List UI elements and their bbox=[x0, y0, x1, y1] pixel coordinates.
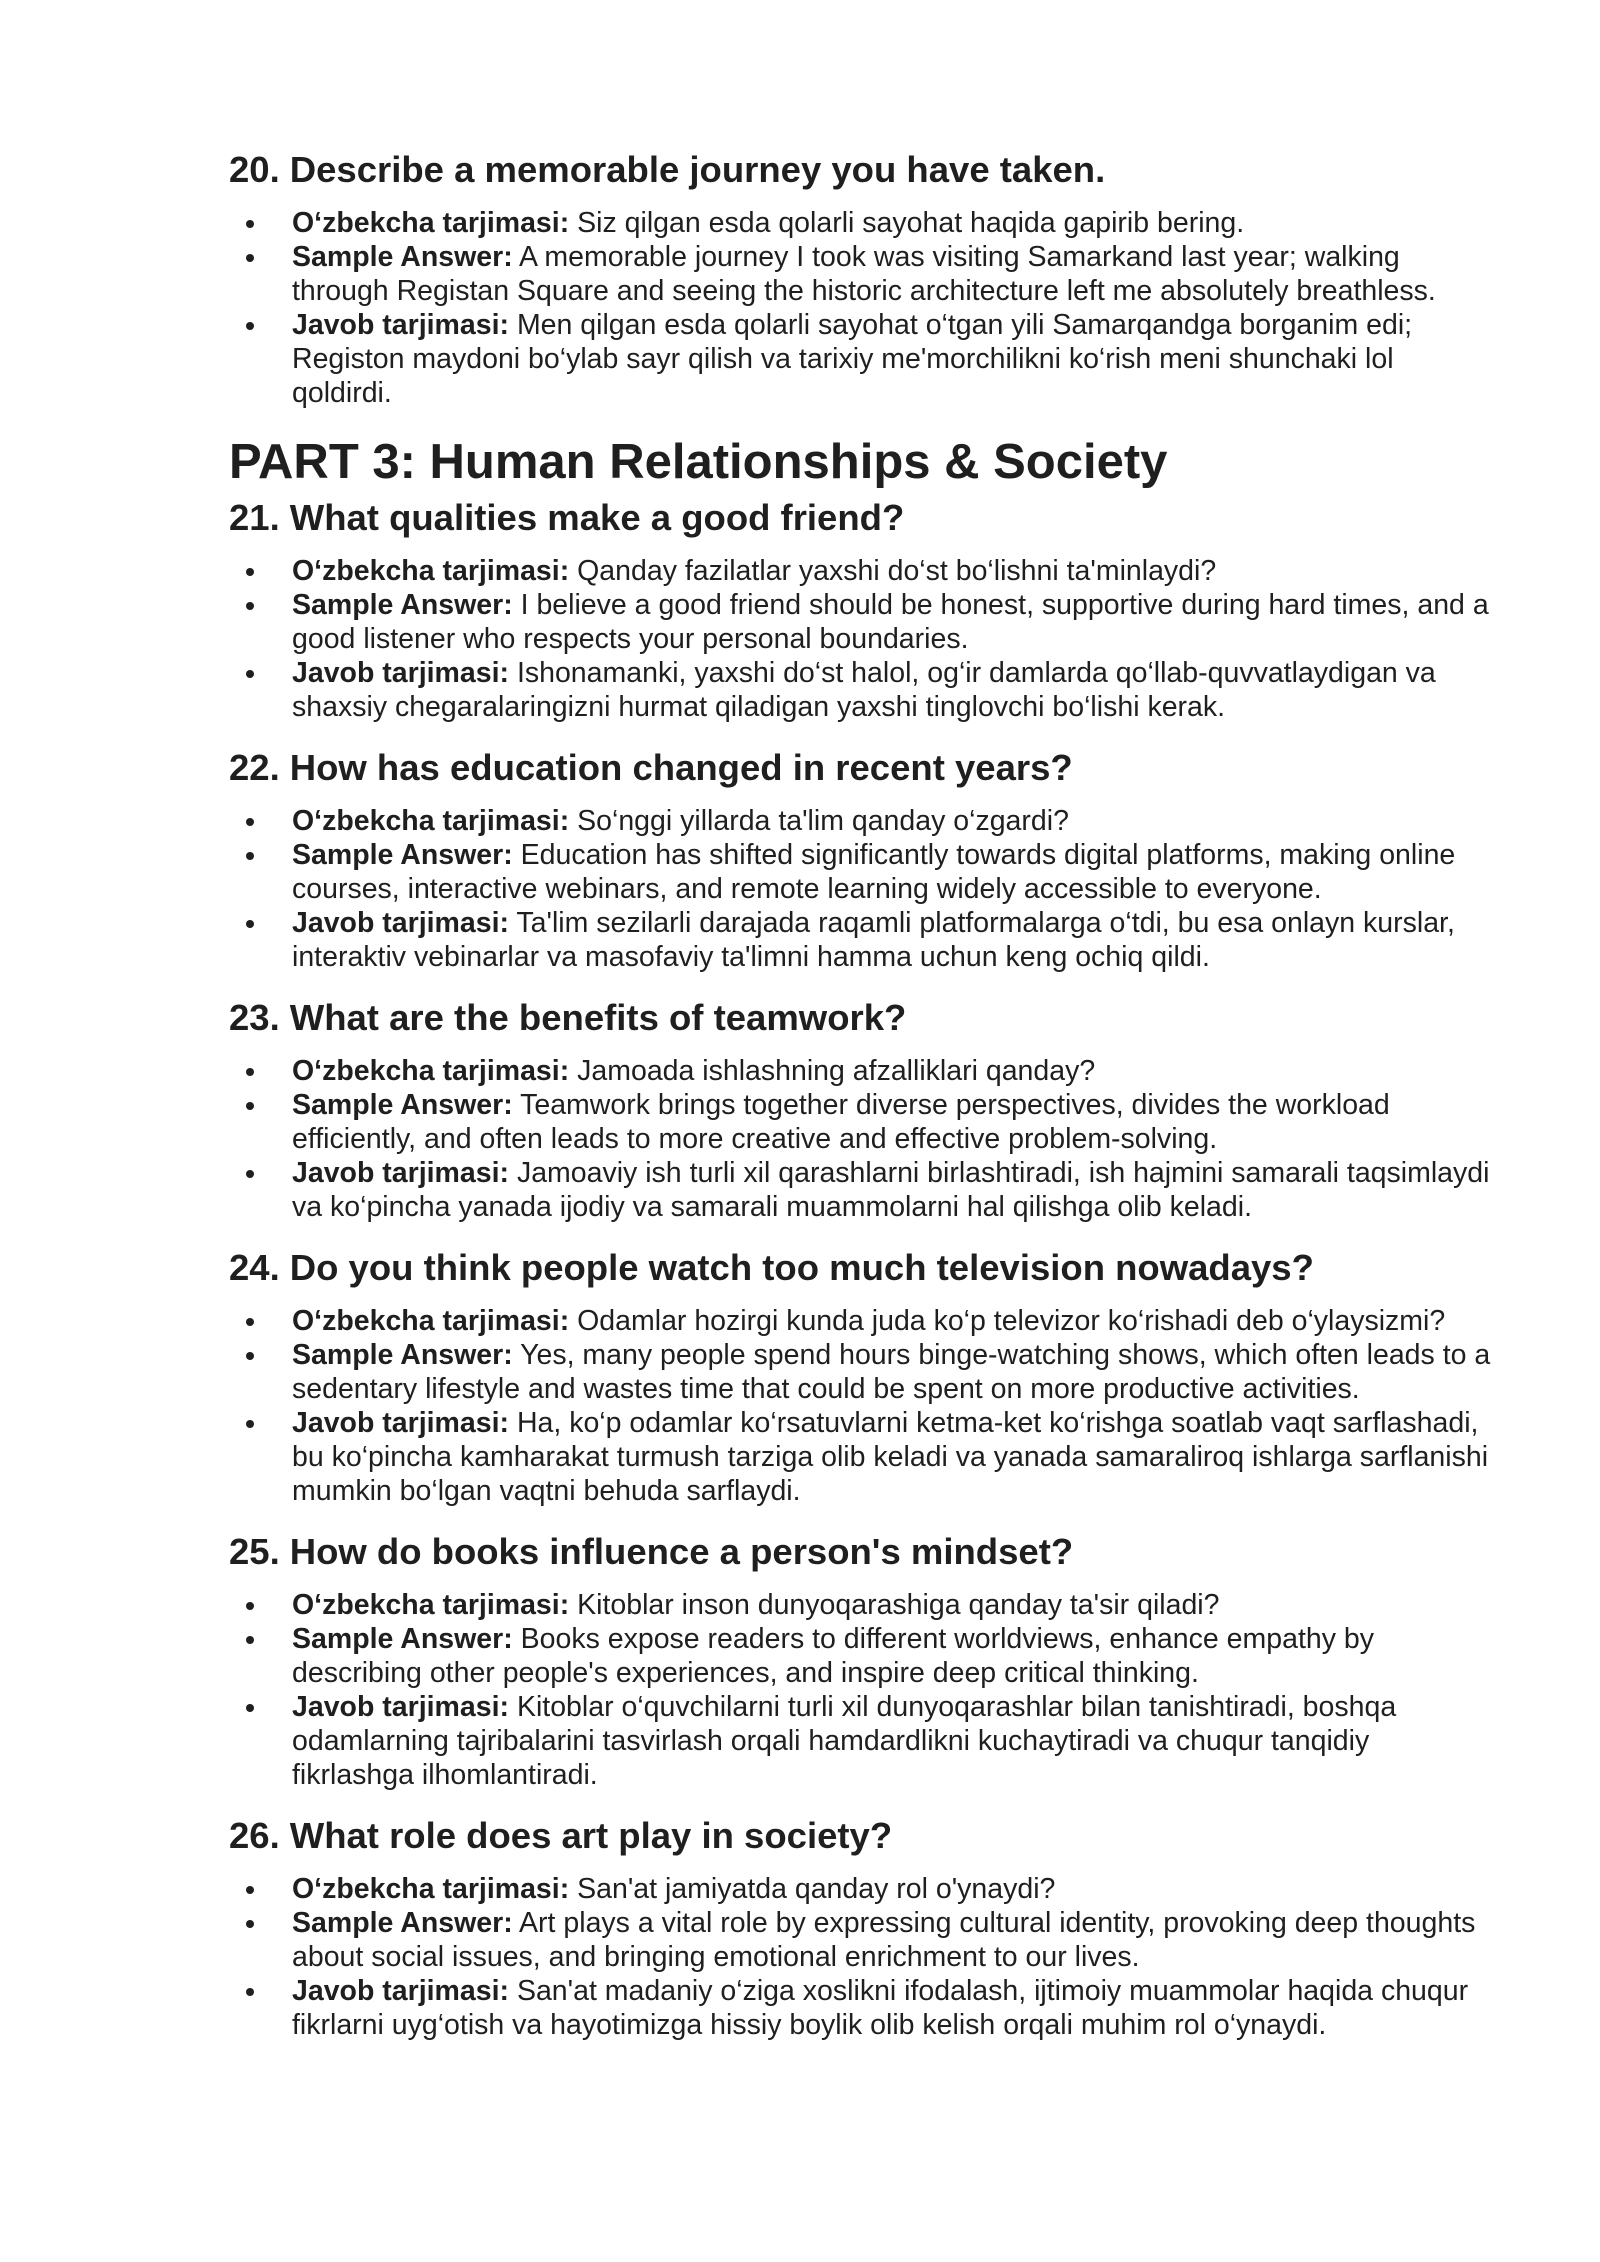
uzbek-translation-text: Qanday fazilatlar yaxshi do‘st bo‘lishni ta'minlaydi? bbox=[577, 555, 1217, 587]
answer-translation-item bbox=[229, 1156, 1499, 1224]
sample-answer-item bbox=[229, 1338, 1499, 1406]
sample-answer-item bbox=[229, 588, 1499, 656]
question-title: What qualities make a good friend? bbox=[289, 497, 905, 538]
sample-answer-text: Education has shifted significantly towards digital platforms, making online courses, interactive webinars, and remote learning widely accessible to everyone. bbox=[292, 839, 1456, 905]
uzbek-translation-label: O‘zbekcha tarjimasi: bbox=[292, 1305, 570, 1337]
question-block-22 bbox=[229, 746, 1499, 974]
answer-translation-label: Javob tarjimasi: bbox=[292, 657, 510, 689]
question-block-25 bbox=[229, 1530, 1499, 1792]
sample-answer-label: Sample Answer: bbox=[292, 839, 513, 871]
answer-translation-text: Men qilgan esda qolarli sayohat o‘tgan yili Samarqandga borganim edi; Registon maydoni bo‘ylab sayr qilish va tarixiy me'morchilikni ko‘rish meni shunchaki lol qoldirdi. bbox=[292, 309, 1413, 409]
question-number: 23. bbox=[229, 997, 280, 1038]
answer-list bbox=[229, 554, 1499, 724]
answer-translation-item bbox=[229, 906, 1499, 974]
question-number: 26. bbox=[229, 1815, 280, 1856]
uzbek-translation-text: San'at jamiyatda qanday rol o'ynaydi? bbox=[577, 1873, 1056, 1905]
sample-answer-label: Sample Answer: bbox=[292, 1623, 513, 1655]
sample-answer-item bbox=[229, 1906, 1499, 1974]
answer-translation-text: Kitoblar o‘quvchilarni turli xil dunyoqarashlar bilan tanishtiradi, boshqa odamlarning tajribalarini tasvirlash orqali hamdardlikni kuchaytiradi va chuqur tanqidiy fikrlashga ilhomlantiradi. bbox=[292, 1691, 1397, 1791]
part-heading: PART 3: Human Relationships & Society bbox=[229, 435, 1168, 489]
answer-translation-label: Javob tarjimasi: bbox=[292, 907, 510, 939]
question-block-23 bbox=[229, 996, 1499, 1224]
document-page bbox=[229, 148, 1499, 2064]
sample-answer-label: Sample Answer: bbox=[292, 589, 513, 621]
question-block-21 bbox=[229, 496, 1499, 724]
answer-translation-text: Ishonamanki, yaxshi do‘st halol, og‘ir damlarda qo‘llab-quvvatlaydigan va shaxsiy chegaralaringizni hurmat qiladigan yaxshi tinglovchi bo‘lishi kerak. bbox=[292, 657, 1436, 723]
question-title: How has education changed in recent years? bbox=[289, 747, 1073, 788]
uzbek-translation-label: O‘zbekcha tarjimasi: bbox=[292, 805, 570, 837]
sample-answer-text: Yes, many people spend hours binge-watching shows, which often leads to a sedentary lifestyle and wastes time that could be spent on more productive activities. bbox=[292, 1339, 1491, 1405]
question-block-20 bbox=[229, 148, 1499, 410]
question-title: How do books influence a person's mindset? bbox=[289, 1531, 1074, 1572]
answer-list bbox=[229, 1304, 1499, 1508]
uzbek-translation-text: Jamoada ishlashning afzalliklari qanday? bbox=[577, 1055, 1096, 1087]
question-heading bbox=[229, 1814, 1499, 1858]
uzbek-translation-label: O‘zbekcha tarjimasi: bbox=[292, 1873, 570, 1905]
uzbek-translation-label: O‘zbekcha tarjimasi: bbox=[292, 207, 570, 239]
uzbek-translation-label: O‘zbekcha tarjimasi: bbox=[292, 1055, 570, 1087]
uzbek-translation-label: O‘zbekcha tarjimasi: bbox=[292, 555, 570, 587]
question-heading bbox=[229, 1246, 1499, 1290]
uzbek-translation-item bbox=[229, 1304, 1499, 1338]
question-number: 24. bbox=[229, 1247, 280, 1288]
question-number: 21. bbox=[229, 497, 280, 538]
answer-list bbox=[229, 206, 1499, 410]
question-heading bbox=[229, 496, 1499, 540]
answer-translation-text: Jamoaviy ish turli xil qarashlarni birlashtiradi, ish hajmini samarali taqsimlaydi va ko‘pincha yanada ijodiy va samarali muammolarni hal qilishga olib keladi. bbox=[292, 1157, 1490, 1223]
uzbek-translation-item bbox=[229, 206, 1499, 240]
answer-translation-item bbox=[229, 1974, 1499, 2042]
answer-list bbox=[229, 804, 1499, 974]
answer-list bbox=[229, 1588, 1499, 1792]
answer-translation-label: Javob tarjimasi: bbox=[292, 1975, 510, 2007]
question-number: 25. bbox=[229, 1531, 280, 1572]
sample-answer-label: Sample Answer: bbox=[292, 241, 513, 273]
answer-translation-item bbox=[229, 1406, 1499, 1508]
answer-translation-text: Ta'lim sezilarli darajada raqamli platformalarga o‘tdi, bu esa onlayn kurslar, interaktiv vebinarlar va masofaviy ta'limni hamma uchun keng ochiq qildi. bbox=[292, 907, 1455, 973]
answer-translation-item bbox=[229, 656, 1499, 724]
answer-translation-label: Javob tarjimasi: bbox=[292, 1407, 510, 1439]
question-number: 20. bbox=[229, 149, 280, 190]
uzbek-translation-text: Siz qilgan esda qolarli sayohat haqida gapirib bering. bbox=[577, 207, 1245, 239]
sample-answer-item bbox=[229, 1622, 1499, 1690]
answer-translation-label: Javob tarjimasi: bbox=[292, 1691, 510, 1723]
uzbek-translation-label: O‘zbekcha tarjimasi: bbox=[292, 1589, 570, 1621]
sample-answer-text: A memorable journey I took was visiting Samarkand last year; walking through Registan Square and seeing the historic architecture left me absolutely breathless. bbox=[292, 241, 1436, 307]
question-heading bbox=[229, 1530, 1499, 1574]
answer-translation-label: Javob tarjimasi: bbox=[292, 309, 510, 341]
sample-answer-label: Sample Answer: bbox=[292, 1089, 513, 1121]
answer-translation-item bbox=[229, 1690, 1499, 1792]
uzbek-translation-text: So‘nggi yillarda ta'lim qanday o‘zgardi? bbox=[577, 805, 1069, 837]
answer-translation-text: Ha, ko‘p odamlar ko‘rsatuvlarni ketma-ket ko‘rishga soatlab vaqt sarflashadi, bu ko‘pincha kamharakat turmush tarziga olib keladi va yanada samaraliroq ishlarga sarflanishi mumkin bo‘lgan vaqtni behuda sarflaydi. bbox=[292, 1407, 1489, 1507]
question-title: What are the benefits of teamwork? bbox=[289, 997, 907, 1038]
uzbek-translation-text: Odamlar hozirgi kunda juda ko‘p televizor ko‘rishadi deb o‘ylaysizmi? bbox=[577, 1305, 1446, 1337]
sample-answer-item bbox=[229, 838, 1499, 906]
sample-answer-text: I believe a good friend should be honest, supportive during hard times, and a good listener who respects your personal boundaries. bbox=[292, 589, 1489, 655]
answer-translation-label: Javob tarjimasi: bbox=[292, 1157, 510, 1189]
sample-answer-text: Teamwork brings together diverse perspectives, divides the workload efficiently, and often leads to more creative and effective problem-solving. bbox=[292, 1089, 1390, 1155]
sample-answer-item bbox=[229, 240, 1499, 308]
question-block-24 bbox=[229, 1246, 1499, 1508]
question-block-26 bbox=[229, 1814, 1499, 2042]
answer-list bbox=[229, 1054, 1499, 1224]
uzbek-translation-item bbox=[229, 1054, 1499, 1088]
answer-translation-text: San'at madaniy o‘ziga xoslikni ifodalash, ijtimoiy muammolar haqida chuqur fikrlarni uyg‘otish va hayotimizga hissiy boylik olib kelish orqali muhim rol o‘ynaydi. bbox=[292, 1975, 1469, 2041]
question-title: Describe a memorable journey you have taken. bbox=[289, 149, 1106, 190]
question-title: Do you think people watch too much television nowadays? bbox=[289, 1247, 1314, 1288]
uzbek-translation-item bbox=[229, 1872, 1499, 1906]
sample-answer-text: Books expose readers to different worldviews, enhance empathy by describing other people's experiences, and inspire deep critical thinking. bbox=[292, 1623, 1374, 1689]
question-heading bbox=[229, 148, 1499, 192]
question-number: 22. bbox=[229, 747, 280, 788]
uzbek-translation-item bbox=[229, 804, 1499, 838]
sample-answer-item bbox=[229, 1088, 1499, 1156]
uzbek-translation-text: Kitoblar inson dunyoqarashiga qanday ta'sir qiladi? bbox=[577, 1589, 1220, 1621]
question-heading bbox=[229, 996, 1499, 1040]
uzbek-translation-item bbox=[229, 1588, 1499, 1622]
question-heading bbox=[229, 746, 1499, 790]
sample-answer-label: Sample Answer: bbox=[292, 1907, 513, 1939]
uzbek-translation-item bbox=[229, 554, 1499, 588]
sample-answer-label: Sample Answer: bbox=[292, 1339, 513, 1371]
sample-answer-text: Art plays a vital role by expressing cultural identity, provoking deep thoughts about social issues, and bringing emotional enrichment to our lives. bbox=[292, 1907, 1476, 1973]
question-title: What role does art play in society? bbox=[289, 1815, 893, 1856]
answer-translation-item bbox=[229, 308, 1499, 410]
answer-list bbox=[229, 1872, 1499, 2042]
